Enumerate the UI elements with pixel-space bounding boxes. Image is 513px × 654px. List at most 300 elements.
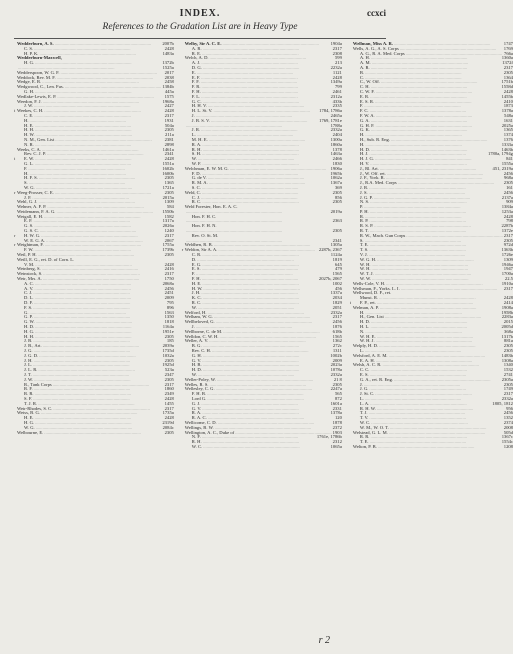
entry-name: S. H. — [191, 151, 202, 157]
entry-name: C., W. Off. — [359, 79, 380, 85]
entry-name: N. — [359, 328, 365, 334]
entry-name: F. L. — [191, 93, 201, 99]
entry-reference: 2305 — [332, 381, 342, 387]
entry-reference: 2363 — [332, 218, 342, 224]
entry-name: B. G. — [191, 343, 202, 349]
leader-dots — [401, 287, 503, 292]
index-column-1 — [14, 42, 174, 450]
entry-reference: 2404 — [332, 132, 342, 138]
entry-reference: 618b — [332, 328, 342, 334]
entry-reference: 1726e — [501, 252, 513, 258]
entry-name: G. V. — [191, 357, 202, 363]
entry-name: Wedge, E. R. — [17, 79, 42, 85]
entry-name: H. D. — [24, 324, 35, 330]
entry-reference: 2305a — [501, 376, 513, 382]
page-header — [14, 8, 386, 21]
entry-reference: 1240 — [164, 228, 174, 234]
entry-reference: 1601a — [330, 400, 342, 406]
entry-reference: 2305 — [164, 333, 174, 339]
entry-name: J. F., York. R. — [359, 175, 385, 181]
entry-name: R. R. — [24, 391, 34, 397]
entry-reference: 2317 — [164, 381, 174, 387]
index-entry — [182, 445, 342, 450]
entry-name: R. — [359, 213, 365, 219]
entry-reference: 2428 — [164, 261, 174, 267]
entry-name: R. S. P. — [359, 223, 374, 229]
entry-reference: 1830 — [332, 160, 342, 166]
entry-name: Weill, E. G., ret. D. of Corn. L. — [17, 256, 75, 262]
entry-name: D. F. — [24, 300, 33, 306]
entry-reference: 2027b, 2067 — [318, 276, 342, 282]
entry-reference: 1032a — [162, 352, 174, 358]
entry-reference: 1965b — [330, 170, 342, 176]
entry-reference: 1349a — [330, 79, 342, 85]
entry-name: C. J. — [24, 290, 33, 296]
entry-name: T. V. — [359, 415, 369, 421]
entry-name: Weeg-Prosser, C. E. — [17, 189, 54, 195]
entry-reference: 2305 — [503, 237, 513, 243]
entry-name: W. G. H. — [359, 256, 377, 262]
entry-reference: 2428 — [164, 156, 174, 162]
entry-name: Rev. O. St. M. — [191, 232, 219, 238]
entry-name: J. F. — [24, 194, 32, 200]
entry-name: W. H. — [359, 266, 371, 272]
entry-reference: 1121 — [332, 69, 342, 75]
entry-reference: 2034 — [332, 295, 342, 301]
entry-name: Wedderspoon, W. G. F. — [17, 69, 60, 75]
entry-name: H. L. — [359, 324, 370, 330]
entry-name: A. R. — [359, 64, 370, 70]
entry-marker: r — [181, 247, 184, 253]
entry-name: Weiss, B. G. — [17, 410, 40, 416]
entry-name: R. C. — [191, 199, 202, 205]
entry-name: R. M. A. — [191, 180, 208, 186]
entry-reference: 2317 — [164, 271, 174, 277]
entry-reference: 185 — [166, 338, 174, 344]
entry-reference: 2084c — [162, 424, 174, 430]
entry-reference: 2009 — [332, 357, 342, 363]
entry-reference: 1554c — [501, 439, 513, 445]
entry-reference: 2898 — [164, 141, 174, 147]
entry-reference: 2332a — [330, 371, 342, 377]
entry-reference: 2466 — [332, 156, 342, 162]
entry-reference: 2372 — [332, 424, 342, 430]
entry-reference: 1305a — [330, 242, 342, 248]
entry-name: F. R. — [191, 84, 201, 90]
entry-name: A. J. — [191, 60, 201, 66]
entry-reference: 1253a — [501, 208, 513, 214]
entry-name: W. — [191, 371, 197, 377]
entry-name: R. A. C. — [191, 415, 207, 421]
entry-name: C. E. — [24, 112, 34, 118]
entry-reference: 1378 — [332, 146, 342, 152]
entry-name: J. L. — [24, 362, 33, 368]
entry-name: E. G. — [191, 261, 202, 267]
entry-reference: 1309 — [503, 256, 513, 262]
entry-name: G. C. — [191, 98, 202, 104]
entry-reference: 1363b — [501, 247, 513, 253]
entry-name: Weil, P. H. — [17, 252, 37, 258]
entry-reference: 2015 — [503, 319, 513, 325]
entry-name: Weldhen, R. B. — [184, 242, 213, 248]
entry-reference: 1908a — [501, 304, 513, 310]
entry-reference: 1818 — [164, 319, 174, 325]
entry-reference: 2332a — [501, 395, 513, 401]
entry-reference: 2305 — [164, 252, 174, 258]
entry-name: R. P. — [359, 218, 369, 224]
entry-name: G. S. — [24, 223, 34, 229]
entry-reference: 2347 — [164, 371, 174, 377]
entry-reference: 1065a — [330, 443, 342, 449]
entry-reference: 2374 — [503, 419, 513, 425]
entry-reference: 2332a — [330, 309, 342, 315]
entry-reference: 1600b — [162, 170, 174, 176]
entry-name: F. S. — [24, 304, 33, 310]
entry-name: Weightman, F. — [17, 242, 44, 248]
entry-name: Wedlake-Lewis, E. P. — [17, 93, 57, 99]
entry-reference: 1378a — [330, 410, 342, 416]
entry-name: J. — [359, 381, 363, 387]
entry-reference: 2331 — [332, 405, 342, 411]
entry-name: D. G. — [191, 64, 202, 70]
entry-reference: 1455 — [164, 400, 174, 406]
entry-reference: 2232a — [330, 64, 342, 70]
entry-reference: 1563 — [164, 309, 174, 315]
entry-reference: 2428 — [164, 415, 174, 421]
entry-reference: 2025a — [501, 122, 513, 128]
entry-name: S. C. — [191, 184, 201, 190]
entry-reference: 21 8 — [333, 376, 342, 382]
entry-reference: 1784, 1786a — [319, 108, 342, 114]
entry-reference: 1002b — [330, 352, 342, 358]
entry-name: H. W. — [24, 132, 35, 138]
entry-name: F. H. — [191, 88, 201, 94]
entry-marker: t — [14, 108, 16, 114]
entry-name: H. — [359, 132, 365, 138]
entry-name: G. L. — [24, 160, 34, 166]
entry-reference: 2305 — [164, 376, 174, 382]
entry-name: Welldon, C. W. H. — [184, 333, 219, 339]
entry-name: Weddock, Rev. M. F. — [17, 74, 56, 80]
entry-reference: 1575 — [164, 93, 174, 99]
entry-name: Welch, A. D. — [184, 55, 209, 61]
entry-reference: 1747 — [503, 41, 513, 46]
entry-name: Weedon, F. J. — [17, 98, 42, 104]
entry-name: Wellsman, F., Yorks. L. I. — [352, 285, 400, 291]
entry-name: N. R. — [24, 141, 34, 147]
entry-name: H. L. St. V. — [191, 108, 213, 114]
entry-name: J. B. — [24, 338, 33, 344]
entry-reference: 1352 — [503, 415, 513, 421]
entry-reference: 2008 — [503, 424, 513, 430]
entry-reference: 2317 — [503, 285, 513, 291]
entry-name: W. T. J. — [359, 271, 374, 277]
entry-name: W. H. — [359, 261, 371, 267]
entry-reference: 2428 — [503, 88, 513, 94]
entry-reference: 1340 — [503, 362, 513, 368]
entry-name: H., Gen. List — [359, 314, 384, 320]
entry-name: E. W. — [24, 156, 35, 162]
entry-name: E. R. — [359, 93, 370, 99]
entry-reference: 2312 — [332, 439, 342, 445]
entry-name: R. W., Mach. Gun Corps — [359, 232, 406, 238]
entry-reference: 369 — [334, 184, 342, 190]
entry-name: R. A. — [191, 410, 202, 416]
entry-reference: 523a — [164, 367, 174, 373]
entry-name: G. de V. — [191, 175, 207, 181]
entry-name: H. D. — [359, 319, 370, 325]
entry-name: Wellings, B. W. — [184, 424, 214, 430]
entry-reference: 368a — [504, 328, 513, 334]
entry-name: H. — [359, 309, 365, 315]
entry-name: H. — [24, 170, 29, 176]
entry-reference: 2741 — [503, 371, 513, 377]
entry-reference: 2039a — [162, 343, 174, 349]
entry-reference: 2428 — [164, 45, 174, 51]
entry-reference: 2137a — [501, 194, 513, 200]
entry-name: J. W. — [24, 376, 34, 382]
entry-reference: 1555a — [501, 160, 513, 166]
entry-reference: 2317 — [503, 391, 513, 397]
entry-name: C. J. — [191, 194, 201, 200]
entry-name: F. C. — [359, 108, 369, 114]
entry-name: C. H. — [359, 84, 370, 90]
entry-name: J. G. — [24, 348, 33, 353]
entry-name: E. S. R. — [359, 98, 375, 104]
entry-name: G. V. — [191, 405, 202, 411]
entry-reference: 2305 — [503, 381, 513, 387]
entry-reference: 1384a — [501, 204, 513, 210]
entry-name: E. A. H. — [359, 357, 375, 363]
entry-name: Welstead, G. L. M. — [352, 429, 388, 435]
entry-name: F. — [191, 271, 196, 277]
entry-reference: 2308 — [332, 50, 342, 56]
entry-reference: 548a — [504, 112, 513, 118]
entry-name: J. St. C. — [359, 391, 375, 397]
entry-reference: 1739b — [162, 247, 174, 253]
entry-reference: 2305 — [503, 348, 513, 353]
entry-name: H. D. — [359, 146, 370, 152]
entry-name: V. M. — [24, 261, 35, 267]
entry-name: H. H. V. — [191, 103, 207, 109]
entry-reference: 1906a — [330, 165, 342, 171]
entry-reference: 2312a — [330, 93, 342, 99]
entry-reference: 2305 — [332, 228, 342, 234]
entry-name: Weigall, E. H. — [17, 213, 44, 219]
entry-reference: 2428 — [332, 74, 342, 80]
entry-name: A. V. — [24, 285, 34, 291]
entry-reference: 2381 — [164, 136, 174, 142]
entry-reference: 968a — [504, 175, 513, 181]
entry-name: T. E. — [359, 439, 369, 445]
entry-reference: 1362 — [332, 338, 342, 344]
leader-dots — [44, 431, 163, 436]
entry-reference: 2458 — [164, 79, 174, 85]
entry-name: K. C. — [191, 295, 202, 301]
entry-reference: 2456 — [503, 189, 513, 195]
entry-reference: 2317 — [332, 45, 342, 51]
entry-name: B. — [359, 69, 365, 75]
entry-name: Wells-Cole, V. H. — [352, 280, 386, 286]
entry-name: Welford, H. — [184, 309, 207, 315]
entry-reference: 2287b — [501, 223, 513, 229]
entry-reference: 1735a — [162, 410, 174, 416]
entry-reference: 2007b — [162, 41, 174, 46]
entry-reference: 2305 — [332, 189, 342, 195]
entry-reference: 1551a — [162, 160, 174, 166]
entry-name: Hon. F. H. C. — [191, 213, 217, 219]
entry-name: Weidemann, F. A. G. — [17, 208, 56, 214]
entry-name: E. S. — [359, 371, 369, 377]
entry-reference: 1769, 1781e — [319, 117, 342, 123]
entry-reference: 1873 — [503, 103, 513, 109]
entry-name: Welby, Sir A. C. E. — [184, 41, 222, 46]
entry-marker: t — [14, 156, 16, 162]
entry-reference: 1374 — [503, 132, 513, 138]
entry-name: Weld Forester, Hon. E. A. C. — [184, 204, 238, 210]
entry-name: H. — [24, 117, 29, 123]
entry-name: A. H. — [359, 55, 370, 61]
index-title: INDEX. — [179, 8, 221, 19]
entry-name: J. B., Art. — [24, 343, 42, 349]
entry-reference: 1525a — [162, 64, 174, 70]
entry-reference: 799 — [334, 84, 342, 90]
entry-name: T. J. — [359, 410, 368, 416]
entry-name: S. — [24, 180, 28, 186]
entry-reference: 2317 — [503, 232, 513, 238]
entry-reference: 1455b — [501, 93, 513, 99]
entry-reference: 599 — [334, 55, 342, 61]
leader-dots — [203, 445, 329, 450]
entry-reference: 2341 — [332, 237, 342, 243]
entry-name: G. K. — [359, 127, 370, 133]
entry-reference: 1903 — [332, 429, 342, 435]
entry-reference: 1364 — [503, 74, 513, 80]
entry-reference: 2305 — [503, 343, 513, 349]
entry-reference: 505d — [503, 429, 513, 435]
entry-name: H. E. — [24, 415, 34, 421]
entry-reference: 1904a — [330, 41, 342, 46]
entry-reference: 2019a — [330, 208, 342, 214]
entry-name: J. G. D. — [24, 352, 39, 358]
entry-name: F. H. — [191, 276, 201, 282]
entry-reference: 1164a — [162, 324, 174, 330]
entry-reference: 909 — [506, 199, 513, 205]
entry-name: E. F. — [24, 218, 33, 224]
entry-name: Wellborne, C. de M. — [184, 328, 223, 334]
entry-name: Wellman, Miss A. R. — [352, 41, 393, 46]
entry-reference: 2317 — [164, 232, 174, 238]
entry-name: S. — [359, 237, 364, 243]
page-subtitle: References to the Gradation List are in Heavy Type — [102, 22, 298, 32]
entry-name: D. — [191, 256, 197, 262]
entry-name: G. S. C. — [24, 228, 39, 234]
entry-name: Welham, W. G. — [184, 314, 213, 320]
entry-name: Weld, C. — [184, 189, 201, 195]
entry-name: L. — [359, 348, 364, 353]
entry-reference: 22.5 — [504, 276, 513, 282]
entry-reference: 2247a — [330, 386, 342, 392]
entry-name: J. W. — [24, 103, 34, 109]
entry-reference: 1367c — [501, 434, 513, 440]
entry-reference: 2456 — [503, 170, 513, 176]
entry-name: W. — [191, 156, 197, 162]
entry-reference: 1372f — [502, 60, 513, 66]
entry-name: J. G. P. — [359, 194, 373, 200]
entry-name: Welchman, E. W. M. G. — [184, 165, 229, 171]
entry-marker: r — [14, 232, 16, 238]
entry-reference: 1376 — [503, 136, 513, 142]
entry-reference: 1721a — [162, 184, 174, 190]
entry-name: G. — [24, 309, 29, 315]
entry-name: N. M., Gen. List — [24, 136, 55, 142]
entry-name: F. D. — [191, 170, 201, 176]
entry-reference: 872 — [334, 395, 342, 401]
entry-reference: 1565 — [332, 333, 342, 339]
entry-reference: 213 — [334, 60, 342, 66]
entry-reference: 798 — [506, 218, 513, 224]
entry-reference: 2005d — [501, 324, 513, 330]
entry-reference: 1483a — [162, 50, 174, 56]
entry-name: D. L. — [24, 295, 34, 301]
entry-name: Rev. C. H. — [191, 348, 212, 353]
entry-name: C. W. F. — [359, 88, 375, 94]
entry-reference: 504a — [164, 122, 174, 128]
entry-reference: 1805, 1812 — [492, 400, 513, 406]
entry-reference: 1317a — [162, 218, 174, 224]
entry-marker: r — [14, 189, 16, 195]
entry-name: P. — [359, 204, 364, 210]
entry-reference: 1300a — [330, 136, 342, 142]
entry-name: H. E. — [191, 280, 202, 286]
entry-name: G. A., ret. R. Eng. — [359, 376, 394, 382]
entry-reference: 2038 — [164, 74, 174, 80]
entry-reference: 2317 — [164, 112, 174, 118]
entry-reference: 2319d — [162, 419, 174, 425]
entry-reference: 881a — [504, 338, 513, 344]
entry-reference: 1062a — [330, 175, 342, 181]
entry-reference: 1925d — [162, 362, 174, 368]
entry-reference: 1565 — [332, 271, 342, 277]
entry-name: T. E. — [359, 242, 369, 248]
entry-name: W. G. — [24, 184, 35, 190]
entry-name: W. C. — [359, 419, 371, 425]
entry-reference: 1876 — [332, 324, 342, 330]
entry-reference: 2317 — [503, 64, 513, 70]
entry-reference: 2416 — [164, 266, 174, 272]
entry-name: Weldon, Sir A. A. — [184, 247, 218, 253]
entry-reference: 2023a — [330, 362, 342, 368]
entry-name: W. E. G. A. — [24, 237, 46, 243]
entry-reference: 1372b — [162, 60, 174, 66]
entry-name: H. J. — [359, 151, 369, 157]
entry-reference: 2068a — [162, 280, 174, 286]
entry-name: Welply, H. D. — [352, 343, 379, 349]
entry-name: Welman, A. P. — [352, 304, 379, 310]
entry-name: W. W. — [359, 276, 372, 282]
entry-name: R. H. — [191, 146, 202, 152]
entry-reference: 1878 — [332, 419, 342, 425]
entry-reference: 1751b — [501, 79, 513, 85]
entry-name: Weinstock, S. — [17, 271, 43, 277]
entry-name: L. — [359, 395, 364, 401]
entry-reference: 1750 — [164, 276, 174, 282]
entry-name: M. H. E. — [191, 136, 208, 142]
entry-name: H. D. — [191, 367, 202, 373]
entry-reference: 645 — [334, 261, 342, 267]
entry-name: Wellbeloved, G. — [184, 319, 215, 325]
entry-name: R. H. W. — [359, 405, 376, 411]
